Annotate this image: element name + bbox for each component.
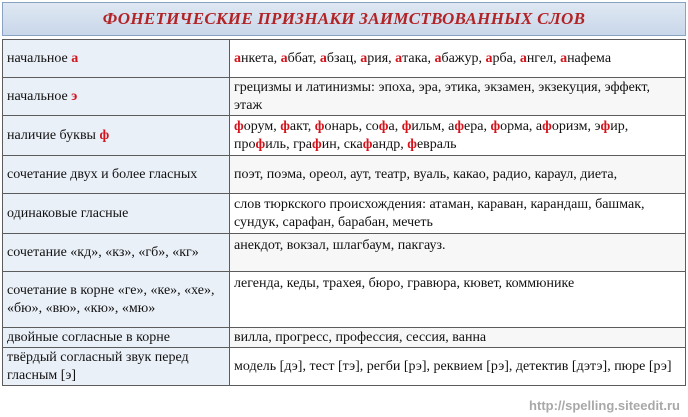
examples-cell xyxy=(230,116,686,156)
word-rest: рия xyxy=(367,50,389,66)
examples-text: поэт, поэма, ореол, аут, театр, вуаль, какао, радио, караул, диета, xyxy=(234,166,618,182)
word-prefix: а xyxy=(535,118,543,134)
examples-cell xyxy=(230,194,686,234)
word-rest: бзац xyxy=(326,50,354,66)
word-rest: андр xyxy=(372,136,401,152)
feature-cell: сочетание «кд», «кз», «гб», «кг» xyxy=(3,234,230,272)
phonetic-signs-table xyxy=(2,39,686,386)
separator: , xyxy=(307,118,315,134)
example-word xyxy=(234,119,273,134)
table-title: ФОНЕТИЧЕСКИЕ ПРИЗНАКИ ЗАИМСТВОВАННЫХ СЛОВ xyxy=(2,2,686,36)
feature-cell: одинаковые гласные xyxy=(3,194,230,234)
examples-text: модель [дэ], тест [тэ], регби [рэ], реквием [рэ], детектив [дэтэ], пюре [рэ] xyxy=(234,358,672,374)
word-rest: ильм xyxy=(411,118,442,134)
example-word xyxy=(315,119,359,134)
separator: , xyxy=(483,118,491,134)
highlighted-letter: ф xyxy=(314,118,325,134)
word-rest: нгел xyxy=(526,50,554,66)
separator: , xyxy=(427,50,435,66)
example-word xyxy=(595,119,625,134)
highlighted-letter: ф xyxy=(600,118,611,134)
separator: , xyxy=(273,118,281,134)
word-rest: нкета xyxy=(241,50,274,66)
word-rest: рба xyxy=(492,50,513,66)
word-rest: бажур xyxy=(441,50,479,66)
feature-cell: твёрдый согласный звук перед гласным [э] xyxy=(3,348,230,386)
table-row xyxy=(3,328,686,348)
word-rest: ир xyxy=(610,118,625,134)
examples-cell xyxy=(230,156,686,194)
highlighted-letter: ф xyxy=(362,136,373,152)
example-word xyxy=(320,51,353,66)
highlighted-letter: э xyxy=(71,88,78,104)
separator: , xyxy=(553,50,561,66)
examples-cell xyxy=(230,328,686,348)
example-word xyxy=(280,119,308,134)
example-word xyxy=(536,119,588,134)
table-row xyxy=(3,272,686,328)
separator: , xyxy=(358,118,366,134)
highlighted-letter: а xyxy=(360,50,368,66)
example-word xyxy=(402,119,441,134)
feature-cell: начальное а xyxy=(3,40,230,78)
feature-cell: начальное э xyxy=(3,78,230,116)
separator: , xyxy=(312,50,320,66)
examples-cell xyxy=(230,348,686,386)
word-prefix: про xyxy=(234,136,256,152)
examples-text: грецизмы и латинизмы: эпоха, эра, этика, экзамен, экзекуция, эффект, этаж xyxy=(234,79,650,113)
example-word xyxy=(485,51,512,66)
separator: , xyxy=(273,50,281,66)
examples-text: слов тюркского происхождения: атаман, караван, карандаш, башмак, сундук, сарафан, барабан, мечеть xyxy=(234,196,645,230)
highlighted-letter: а xyxy=(234,50,241,66)
highlighted-letter: а xyxy=(485,50,493,66)
table-row xyxy=(3,40,686,78)
example-word xyxy=(344,137,401,152)
highlighted-letter: ф xyxy=(378,118,389,134)
highlighted-letter: ф xyxy=(234,118,244,134)
examples-cell xyxy=(230,234,686,272)
table-row xyxy=(3,348,686,386)
word-rest: орма xyxy=(500,118,529,134)
highlighted-letter: ф xyxy=(401,118,412,134)
word-rest: ера xyxy=(464,118,484,134)
example-word xyxy=(434,51,478,66)
highlighted-letter: ф xyxy=(490,118,501,134)
examples-text: вилла, прогресс, профессия, сессия, ванна xyxy=(234,329,487,345)
highlighted-letter: ф xyxy=(280,118,290,134)
examples-cell xyxy=(230,78,686,116)
word-rest: евраль xyxy=(416,136,457,152)
separator: , xyxy=(388,50,396,66)
highlighted-letter: ф xyxy=(542,118,552,134)
separator: , xyxy=(286,136,294,152)
highlighted-letter: а xyxy=(395,50,403,66)
watermark-url: http://spelling.siteedit.ru xyxy=(529,398,680,413)
example-word xyxy=(360,51,388,66)
separator: , xyxy=(441,118,449,134)
table-row xyxy=(3,194,686,234)
word-prefix: ска xyxy=(343,136,363,152)
separator: , xyxy=(336,136,344,152)
feature-cell: сочетание двух и более гласных xyxy=(3,156,230,194)
highlighted-letter: а xyxy=(71,50,79,66)
example-word xyxy=(366,119,395,134)
example-word xyxy=(293,137,337,152)
feature-cell: сочетание в корне «ге», «ке», «хе», «бю», «вю», «кю», «мю» xyxy=(3,272,230,328)
example-word xyxy=(281,51,313,66)
separator: , xyxy=(478,50,486,66)
examples-cell xyxy=(230,272,686,328)
word-prefix: со xyxy=(365,118,379,134)
separator: , xyxy=(394,118,402,134)
example-word xyxy=(234,137,286,152)
word-rest: ббат xyxy=(287,50,313,66)
table-row xyxy=(3,156,686,194)
table-row xyxy=(3,116,686,156)
example-word xyxy=(560,51,611,66)
word-rest: орум xyxy=(243,118,274,134)
word-rest: иль xyxy=(265,136,287,152)
feature-cell: наличие буквы ф xyxy=(3,116,230,156)
examples-text: анекдот, вокзал, шлагбаум, пакгауз. xyxy=(234,238,446,253)
highlighted-letter: а xyxy=(519,50,527,66)
word-prefix: а xyxy=(448,118,455,134)
example-word xyxy=(234,51,274,66)
word-prefix: э xyxy=(594,118,601,134)
separator: , xyxy=(587,118,595,134)
word-rest: нафема xyxy=(567,50,612,66)
example-word xyxy=(520,51,553,66)
word-rest: оризм xyxy=(551,118,588,134)
word-rest: а xyxy=(388,118,395,134)
example-word xyxy=(395,51,427,66)
word-rest: акт xyxy=(289,118,308,134)
separator: , xyxy=(400,136,408,152)
example-word xyxy=(407,137,456,152)
examples-cell xyxy=(230,40,686,78)
highlighted-letter: а xyxy=(280,50,288,66)
word-prefix: гра xyxy=(293,136,313,152)
highlighted-letter: а xyxy=(319,50,327,66)
highlighted-letter: ф xyxy=(407,136,417,152)
examples-text: легенда, кеды, трахея, бюро, гравюра, кювет, коммюнике xyxy=(234,276,575,291)
table-row xyxy=(3,234,686,272)
highlighted-letter: ф xyxy=(255,136,266,152)
highlighted-letter: а xyxy=(560,50,568,66)
table-row xyxy=(3,78,686,116)
highlighted-letter: а xyxy=(434,50,442,66)
highlighted-letter: ф xyxy=(99,127,110,143)
word-rest: онарь xyxy=(324,118,359,134)
separator: , xyxy=(528,118,536,134)
rules-sheet xyxy=(2,2,686,415)
highlighted-letter: ф xyxy=(312,136,322,152)
feature-cell: двойные согласные в корне xyxy=(3,328,230,348)
word-rest: така xyxy=(402,50,428,66)
separator: , xyxy=(512,50,520,66)
example-word xyxy=(490,119,528,134)
word-rest: ин xyxy=(321,136,337,152)
example-word xyxy=(448,119,483,134)
highlighted-letter: ф xyxy=(454,118,465,134)
separator: , xyxy=(353,50,361,66)
separator: , xyxy=(624,118,629,134)
